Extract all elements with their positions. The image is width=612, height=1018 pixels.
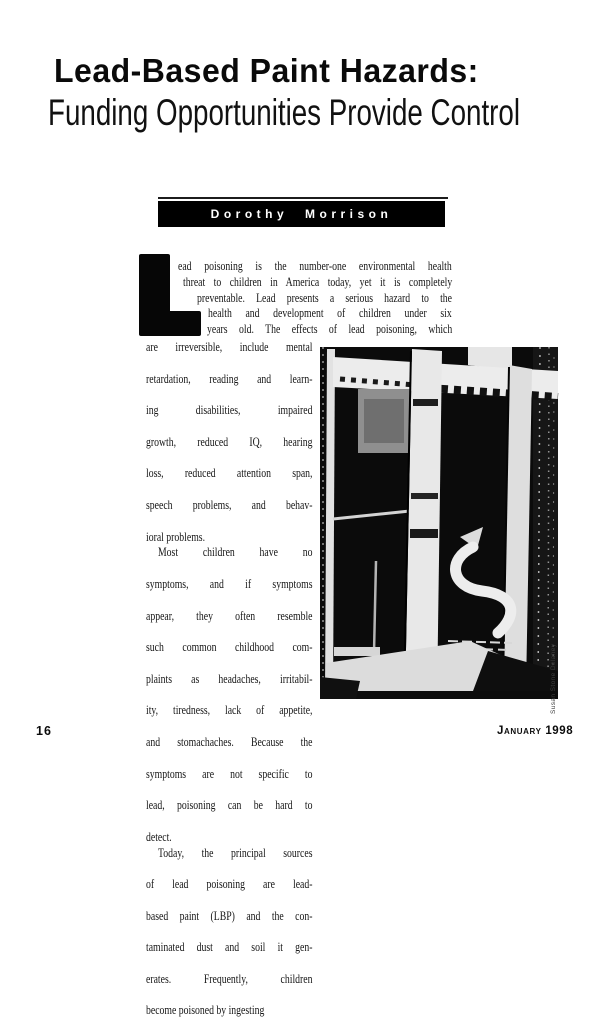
page-number: 16 bbox=[36, 724, 52, 738]
body-text-column bbox=[146, 339, 313, 1018]
column-line: become poisoned by ingesting bbox=[146, 1002, 265, 1018]
column-line: plaints as headaches, irritabil- bbox=[146, 670, 313, 686]
column-line: Most children have no bbox=[158, 544, 313, 560]
column-line: ing disabilities, impaired bbox=[146, 402, 313, 418]
column-line: Today, the principal sources bbox=[158, 844, 313, 860]
column-line: of lead poisoning are lead- bbox=[146, 876, 313, 892]
column-line: based paint (LBP) and the con- bbox=[146, 907, 313, 923]
page-subtitle: Funding Opportunities Provide Control bbox=[48, 92, 521, 133]
intro-line: years old. The effects of lead poisoning, which bbox=[207, 321, 453, 336]
intro-line: health and development of children under six bbox=[208, 305, 452, 320]
column-line: erates. Frequently, children bbox=[146, 970, 313, 986]
column-line: loss, reduced attention span, bbox=[146, 465, 313, 481]
column-line: growth, reduced IQ, hearing bbox=[146, 433, 313, 449]
column-line: such common childhood com- bbox=[146, 639, 313, 655]
drop-cap-foot bbox=[139, 311, 201, 336]
column-line: appear, they often resemble bbox=[146, 607, 313, 623]
column-line: symptoms, and if symptoms bbox=[146, 575, 313, 591]
photo-credit: Susan Stone Delaney bbox=[550, 643, 557, 714]
intro-line: ead poisoning is the number-one environmental health bbox=[178, 258, 452, 273]
byline-bar bbox=[158, 201, 445, 227]
column-line: ioral problems. bbox=[146, 528, 206, 544]
issue-date: January 1998 bbox=[497, 725, 574, 737]
page-title: Lead-Based Paint Hazards: bbox=[54, 52, 479, 89]
drop-cap-letter bbox=[139, 254, 140, 255]
intro-line: threat to children in America today, yet it is completely bbox=[183, 274, 453, 289]
window-photo-image bbox=[320, 347, 558, 699]
column-line: retardation, reading and learn- bbox=[146, 370, 313, 386]
byline-author: Dorothy Morrison bbox=[210, 207, 393, 221]
column-line: taminated dust and soil it gen- bbox=[146, 939, 313, 955]
column-line: are irreversible, include mental bbox=[146, 339, 313, 354]
column-line: symptoms are not specific to bbox=[146, 765, 313, 781]
byline-rule bbox=[158, 197, 448, 199]
column-line: ity, tiredness, lack of appetite, bbox=[146, 702, 313, 718]
column-line: detect. bbox=[146, 828, 172, 844]
column-line: lead, poisoning can be hard to bbox=[146, 797, 313, 813]
window-photo bbox=[320, 347, 558, 699]
column-line: and stomachaches. Because the bbox=[146, 733, 313, 749]
intro-line: preventable. Lead presents a serious hazard to the bbox=[197, 290, 452, 305]
column-line: speech problems, and behav- bbox=[146, 496, 313, 512]
